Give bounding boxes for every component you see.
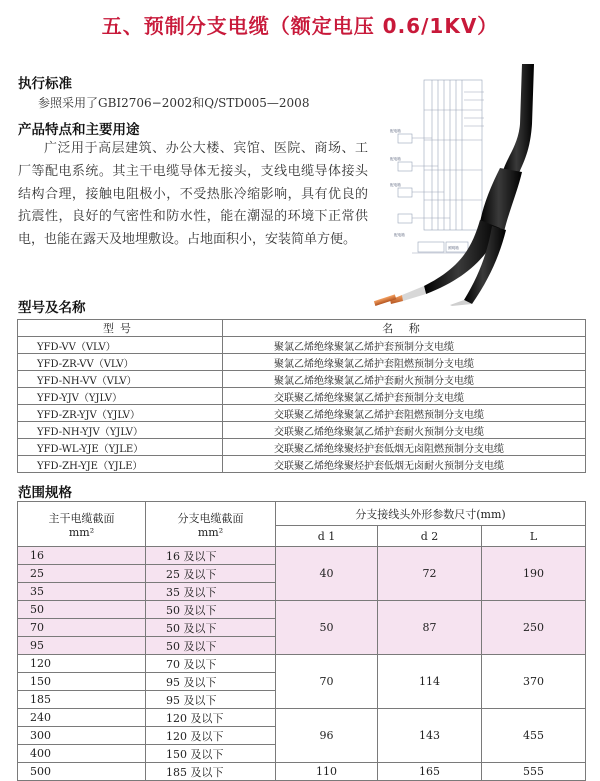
- spec-heading: 范围规格: [18, 485, 72, 501]
- table-row: [18, 547, 586, 565]
- branch-section-cell: 50 及以下: [146, 637, 276, 655]
- model-table: [17, 319, 586, 473]
- d1-cell: 70: [276, 655, 378, 709]
- header-cell: 型号: [18, 320, 223, 337]
- table-row: [18, 763, 586, 781]
- branch-section-cell: 185 及以下: [146, 763, 276, 781]
- table-row: [18, 405, 586, 422]
- model-name: 交联聚乙烯绝缘聚氯乙烯护套阻燃预制分支电缆: [223, 405, 586, 422]
- l-cell: 190: [482, 547, 586, 601]
- main-section-cell: 120: [18, 655, 146, 673]
- main-section-cell: 240: [18, 709, 146, 727]
- diagram-label: 配电箱: [394, 233, 405, 237]
- models-heading: 型号及名称: [18, 300, 86, 316]
- model-code: YFD-ZR-YJV（YJLV）: [18, 405, 223, 422]
- main-section-cell: 95: [18, 637, 146, 655]
- table-row: [18, 439, 586, 456]
- main-section-cell: 16: [18, 547, 146, 565]
- model-name: 交联聚乙烯绝缘聚烃护套低烟无卤耐火预制分支电缆: [223, 456, 586, 473]
- main-section-cell: 25: [18, 565, 146, 583]
- main-section-cell: 300: [18, 727, 146, 745]
- d2-cell: 114: [378, 655, 482, 709]
- l-header: L: [482, 526, 586, 547]
- d2-cell: 165: [378, 763, 482, 781]
- model-code: YFD-NH-YJV（YJLV）: [18, 422, 223, 439]
- table-row: [18, 456, 586, 473]
- branch-section-cell: 35 及以下: [146, 583, 276, 601]
- table-row: [18, 422, 586, 439]
- model-code: YFD-NH-VV（VLV）: [18, 371, 223, 388]
- l-cell: 370: [482, 655, 586, 709]
- branch-section-header: 分支电缆截面 mm²: [146, 502, 276, 547]
- table-row: [18, 337, 586, 354]
- l-cell: 250: [482, 601, 586, 655]
- model-code: YFD-WL-YJE（YJLE）: [18, 439, 223, 456]
- branch-section-cell: 50 及以下: [146, 601, 276, 619]
- table-header-row: [18, 320, 586, 337]
- branch-section-cell: 50 及以下: [146, 619, 276, 637]
- branch-section-cell: 120 及以下: [146, 727, 276, 745]
- features-heading: 产品特点和主要用途: [18, 122, 140, 138]
- d2-cell: 72: [378, 547, 482, 601]
- diagram-label: 配电箱: [390, 157, 401, 161]
- branch-section-cell: 16 及以下: [146, 547, 276, 565]
- main-section-cell: 50: [18, 601, 146, 619]
- table-row: [18, 371, 586, 388]
- d2-cell: 143: [378, 709, 482, 763]
- diagram-label: 照明箱: [448, 246, 459, 250]
- model-name: 聚氯乙烯绝缘聚氯乙烯护套预制分支电缆: [223, 337, 586, 354]
- table-row: [18, 601, 586, 619]
- model-name: 聚氯乙烯绝缘聚氯乙烯护套耐火预制分支电缆: [223, 371, 586, 388]
- riser-diagram: [398, 80, 484, 253]
- l-cell: 555: [482, 763, 586, 781]
- d1-cell: 50: [276, 601, 378, 655]
- table-row: [18, 354, 586, 371]
- page-title: 五、预制分支电缆（额定电压 0.6/1KV）: [101, 14, 499, 38]
- d2-cell: 87: [378, 601, 482, 655]
- diagram-label: 配电箱: [390, 129, 401, 133]
- d1-cell: 40: [276, 547, 378, 601]
- table-row: [18, 388, 586, 405]
- d1-header: d 1: [276, 526, 378, 547]
- branch-section-cell: 120 及以下: [146, 709, 276, 727]
- standard-text: 参照采用了GBI2706−2002和Q/STD005—2008: [38, 96, 310, 110]
- model-code: YFD-YJV（YJLV）: [18, 388, 223, 405]
- model-name: 聚氯乙烯绝缘聚氯乙烯护套阻燃预制分支电缆: [223, 354, 586, 371]
- model-name: 交联聚乙烯绝缘聚氯乙烯护套预制分支电缆: [223, 388, 586, 405]
- main-section-cell: 150: [18, 673, 146, 691]
- branch-section-cell: 70 及以下: [146, 655, 276, 673]
- features-text: 广泛用于高层建筑、办公大楼、宾馆、医院、商场、工厂等配电系统。其主干电缆导体无接头，支线电缆导体接头结构合理，接触电阻极小，不受热胀冷缩影响，具有优良的抗震性，良好的气密性和防水性，能在潮湿的环境下正常供电，也能在露天及地埋敷设。占地面积小，安装简单方便。: [18, 141, 368, 248]
- table-row: [18, 655, 586, 673]
- main-section-cell: 400: [18, 745, 146, 763]
- spec-table: [17, 501, 586, 781]
- main-section-cell: 185: [18, 691, 146, 709]
- dims-header: 分支接线头外形参数尺寸(mm): [276, 502, 586, 526]
- diagram-label: 配电箱: [390, 183, 401, 187]
- table-row: [18, 709, 586, 727]
- cable-product-photo: [372, 64, 552, 306]
- main-section-header: 主干电缆截面 mm²: [18, 502, 146, 547]
- d1-cell: 110: [276, 763, 378, 781]
- model-code: YFD-ZH-YJE（YJLE）: [18, 456, 223, 473]
- branch-section-cell: 25 及以下: [146, 565, 276, 583]
- model-name: 交联聚乙烯绝缘聚烃护套低烟无卤阻燃预制分支电缆: [223, 439, 586, 456]
- l-cell: 455: [482, 709, 586, 763]
- model-code: YFD-ZR-VV（VLV）: [18, 354, 223, 371]
- header-cell: 名 称: [223, 320, 586, 337]
- branch-section-cell: 95 及以下: [146, 673, 276, 691]
- d1-cell: 96: [276, 709, 378, 763]
- model-code: YFD-VV（VLV）: [18, 337, 223, 354]
- main-section-cell: 70: [18, 619, 146, 637]
- model-name: 交联聚乙烯绝缘聚氯乙烯护套耐火预制分支电缆: [223, 422, 586, 439]
- branch-section-cell: 95 及以下: [146, 691, 276, 709]
- main-section-cell: 35: [18, 583, 146, 601]
- d2-header: d 2: [378, 526, 482, 547]
- main-section-cell: 500: [18, 763, 146, 781]
- standard-heading: 执行标准: [18, 76, 72, 92]
- branch-section-cell: 150 及以下: [146, 745, 276, 763]
